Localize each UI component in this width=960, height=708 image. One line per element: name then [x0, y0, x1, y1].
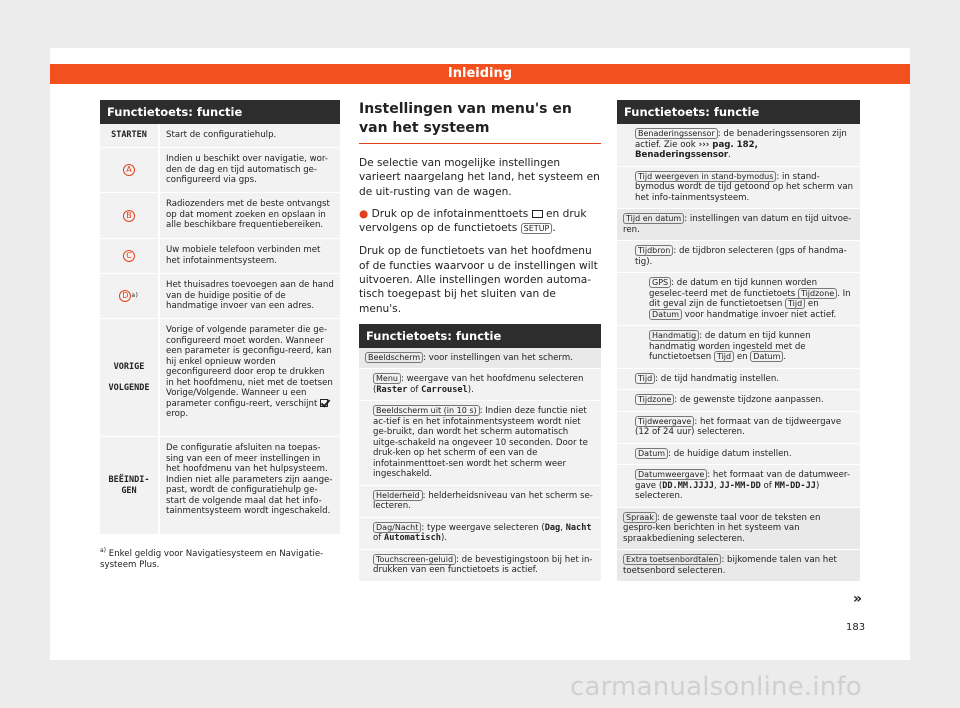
- setup-button-label: SETUP: [521, 223, 553, 234]
- row-text: Het thuisadres toevoegen aan de hand van de huidige positie of de handmatige invoer van een adres.: [158, 274, 340, 318]
- table-row: [100, 319, 340, 437]
- table-row: [100, 274, 340, 319]
- table-row: [100, 437, 340, 535]
- label-d-icon: D: [119, 290, 131, 302]
- table-title: Functietoets: functie: [617, 100, 860, 124]
- row-text: Start de configuratiehulp.: [158, 124, 340, 147]
- menu-icon: [532, 210, 543, 218]
- body-paragraph: Druk op de functietoets van het hoofdmenu of de functies waarvoor u de instellingen wilt uitvoeren. Alle instellingen worden automa-tisch toegepast bij het sluiten van de menu's.: [359, 245, 598, 315]
- table-row: Datumweergave : het formaat van de datumweer-gave (DD.MM.JJJJ, JJ-MM-DD of MM-DD-JJ) selecteren.: [617, 465, 860, 508]
- row-text: Uw mobiele telefoon verbinden met het infotainmentsysteem.: [158, 239, 340, 273]
- footnote-ref: a): [131, 291, 139, 299]
- table-row: Tijdzone : de gewenste tijdzone aanpassen.: [617, 390, 860, 412]
- bullet-icon: ●: [359, 207, 369, 220]
- row-text: Radiozenders met de beste ontvangst op dat moment zoeken en opslaan in alle beschikbare frequentiebereiken.: [158, 193, 340, 238]
- table-row: Tijd weergeven in stand-bymodus : in stand-bymodus wordt de tijd getoond op het scherm van het info-tainmentsysteem.: [617, 167, 860, 210]
- page-number: 183: [846, 622, 866, 633]
- table-row: [100, 193, 340, 239]
- table-row: Tijd en datum : instellingen van datum en tijd uitvoe-ren.: [617, 209, 860, 241]
- table-row: Tijdbron : de tijdbron selecteren (gps of handma-tig).: [617, 241, 860, 273]
- intro-paragraph: De selectie van mogelijke instellingen varieert naargelang het land, het systeem en de uit-rusting van de wagen.: [359, 157, 600, 198]
- footnote: [100, 545, 340, 571]
- table-row: Extra toetsenbordtalen : bijkomende talen van het toetsenbord selecteren.: [617, 550, 860, 582]
- row-key: STARTEN: [111, 130, 147, 141]
- table-row: Helderheid : helderheidsniveau van het scherm se-lecteren.: [359, 486, 601, 518]
- table-row: Spraak : de gewenste taal voor de teksten en gespro-ken berichten in het systeem van spraakbediening selecteren.: [617, 508, 860, 551]
- row-text: De configuratie afsluiten na toepas-sing van een of meer instellingen in het hoofdmenu van het hulpsysteem. Indien niet alle parameters zijn aange-past, wordt de configuratiehulp ge-start de volgende maal dat het info-tainmentsysteem wordt ingeschakeld.: [158, 437, 340, 534]
- watermark: carmanualsonline.info: [570, 672, 862, 702]
- row-text: Indien u beschikt over navigatie, wor-den de dag en tijd automatisch ge-configureerd via gps.: [158, 148, 340, 192]
- table-row: Datum : de huidige datum instellen.: [617, 444, 860, 466]
- table-title: Functietoets: functie: [100, 100, 340, 124]
- row-text-end: erop.: [166, 409, 189, 419]
- row-key: BEËINDI-GEN: [108, 475, 150, 496]
- instruction-bullet: ● Druk op de infotainmenttoets en druk vervolgens op de functietoets SETUP .: [359, 207, 587, 235]
- table-row: Tijdweergave : het formaat van de tijdweergave (12 of 24 uur) selecteren.: [617, 412, 860, 444]
- table-row: [100, 239, 340, 274]
- left-column: [100, 100, 340, 571]
- table-row: GPS : de datum en tijd kunnen worden geselec-teerd met de functietoets Tijdzone . In dit geval zijn de functietoetsen Tijd en Datum voor handmatige invoer niet actief.: [617, 273, 860, 326]
- middle-table: [359, 324, 601, 582]
- table-row: Beeldscherm : voor instellingen van het scherm.: [359, 348, 601, 370]
- table-row: [100, 124, 340, 148]
- footnote-text: Enkel geldig voor Navigatiesysteem en Navigatie-systeem Plus.: [100, 548, 324, 570]
- middle-column: [359, 100, 601, 582]
- checkmark-icon: [320, 399, 328, 407]
- section-title: Instellingen van menu's en van het systeem: [359, 100, 601, 144]
- table-row: Touchscreen-geluid : de bevestigingstoon bij het in-drukken van een functietoets is actief.: [359, 550, 601, 582]
- next-page-arrow-icon: »: [853, 591, 863, 607]
- table-title: Functietoets: functie: [359, 324, 601, 348]
- row-text: Vorige of volgende parameter die ge-configureerd moet worden. Wanneer een parameter is geconfigu-reerd, kan hij enkel opnieuw worden geconfigureerd door erop te drukken in het hoofdmenu, niet met de toetsen Vorige/Volgende. Wanneer u een parameter configu-reert, verschijnt: [166, 325, 333, 409]
- table-row: Tijd : de tijd handmatig instellen.: [617, 369, 860, 391]
- row-key: VORIGE VOLGENDE: [108, 361, 150, 393]
- table-row: Handmatig : de datum en tijd kunnen handmatig worden ingesteld met de functietoetsen Tijd en Datum .: [617, 326, 860, 369]
- table-row: Menu : weergave van het hoofdmenu selecteren (Raster of Carrousel).: [359, 369, 601, 401]
- footnote-mark: a): [100, 547, 107, 554]
- label-b-icon: B: [123, 210, 135, 222]
- right-column: [617, 100, 860, 582]
- label-a-icon: A: [123, 164, 135, 176]
- label-c-icon: C: [123, 250, 135, 262]
- chapter-header: Inleiding: [50, 64, 910, 84]
- table-row: [100, 148, 340, 193]
- table-row: Beeldscherm uit (in 10 s) : Indien deze functie niet ac-tief is en het infotainmentsysteem wordt niet ge-bruikt, dan wordt het scherm automatisch uitge-schakeld na ongeveer 10 seconden. Door te druk-ken op het scherm of een van de infotainmenttoet-sen wordt het scherm weer ingeschakeld.: [359, 401, 601, 486]
- left-table-body: [100, 124, 340, 535]
- page-reference: ››› pag. 182, Benaderingssensor: [635, 139, 758, 160]
- table-row: Dag/Nacht : type weergave selecteren (Dag, Nacht of Automatisch).: [359, 518, 601, 550]
- table-row: Benaderingssensor : de benaderingssensoren zijn actief. Zie ook ››› pag. 182, Benaderingssensor.: [617, 124, 860, 167]
